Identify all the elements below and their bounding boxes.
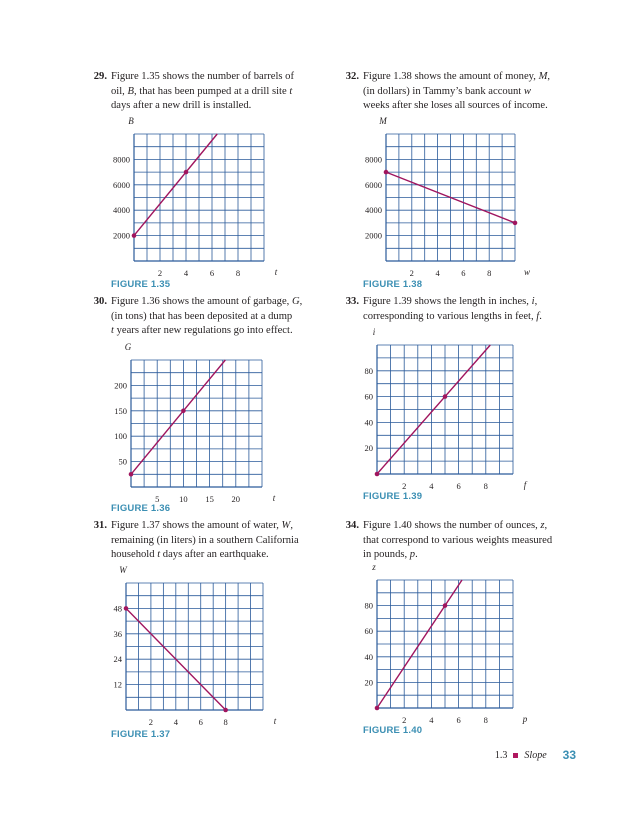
problem-number: 33. <box>345 296 359 307</box>
y-tick-label: 2000 <box>365 230 382 241</box>
data-point <box>375 706 380 711</box>
problem-number: 34. <box>345 520 359 531</box>
y-tick-label: 50 <box>118 456 127 467</box>
section-number: 1.3 <box>494 749 508 761</box>
x-tick-label: 8 <box>487 268 492 278</box>
x-tick-label: 4 <box>183 268 189 278</box>
problem-text-line: Figure 1.37 shows the amount of water, W, <box>111 520 294 531</box>
y-axis-label: M <box>379 116 387 126</box>
x-tick-label: 4 <box>435 268 440 278</box>
x-tick-label: 6 <box>209 268 215 278</box>
square-bullet-icon <box>513 753 518 758</box>
x-tick-label: 6 <box>461 268 466 278</box>
x-tick-label: 4 <box>429 481 434 491</box>
y-axis-label: z <box>372 562 376 572</box>
problem-text-line: (in dollars) in Tammy’s bank account w <box>363 85 531 97</box>
figure-caption: FIGURE 1.35 <box>111 279 171 290</box>
x-tick-label: 5 <box>155 494 160 504</box>
x-tick-label: 8 <box>483 715 488 725</box>
problem-text-line: that correspond to various weights measured <box>363 534 553 546</box>
problem-text-line: Figure 1.40 shows the number of ounces, z, <box>363 520 548 531</box>
grid <box>377 580 513 708</box>
y-tick-label: 4000 <box>113 205 130 216</box>
x-tick-label: 2 <box>402 481 407 491</box>
y-axis-label: i <box>372 327 376 337</box>
x-tick-label: 6 <box>456 715 461 725</box>
y-tick-label: 200 <box>114 380 127 391</box>
y-tick-label: 60 <box>364 391 373 402</box>
y-tick-label: 40 <box>364 417 373 428</box>
problem-text-line: Figure 1.38 shows the amount of money, M, <box>363 71 551 82</box>
problem-text-line: household t days after an earthquake. <box>111 549 269 561</box>
problem-text-line: weeks after she loses all sources of income. <box>363 100 548 112</box>
x-tick-label: 8 <box>223 717 228 727</box>
y-axis-label: B <box>128 116 134 126</box>
problem-number: 32. <box>345 71 359 82</box>
problem-text-line: Figure 1.35 shows the number of barrels of <box>111 71 295 82</box>
y-tick-label: 20 <box>364 443 373 454</box>
problem-text-line: in pounds, p. <box>363 549 418 561</box>
page-number: 33 <box>562 748 576 762</box>
x-axis-label: p <box>522 714 528 724</box>
y-axis-label: W <box>119 565 127 575</box>
y-tick-label: 8000 <box>365 154 382 165</box>
x-axis-label: t <box>272 493 276 503</box>
y-tick-label: 12 <box>113 679 122 690</box>
y-tick-label: 80 <box>364 600 373 611</box>
problem-number: 30. <box>93 296 107 307</box>
x-tick-label: 2 <box>157 268 163 278</box>
problem-text-line: oil, B, that has been pumped at a drill site t <box>111 85 293 97</box>
x-tick-label: 20 <box>231 494 241 504</box>
y-tick-label: 6000 <box>365 179 382 190</box>
y-tick-label: 150 <box>114 405 127 416</box>
x-axis-label: t <box>273 716 277 726</box>
section-title: Slope <box>524 749 547 761</box>
problem-text-line: (in tons) that has been deposited at a dump <box>111 310 293 322</box>
y-tick-label: 2000 <box>113 230 130 241</box>
problem-text-line: Figure 1.36 shows the amount of garbage, G, <box>111 296 303 307</box>
y-tick-label: 100 <box>114 431 127 442</box>
problem-text-line: remaining (in liters) in a southern California <box>111 534 299 546</box>
page-footer <box>495 748 576 762</box>
x-axis-label: w <box>523 267 531 277</box>
y-tick-label: 40 <box>364 651 373 662</box>
problem-text-line: Figure 1.39 shows the length in inches, i, <box>363 296 538 307</box>
x-tick-label: 15 <box>205 494 214 504</box>
y-tick-label: 36 <box>113 628 122 639</box>
problem-number: 29. <box>93 71 107 82</box>
x-axis-label: t <box>274 267 278 277</box>
figure-caption: FIGURE 1.37 <box>111 729 171 740</box>
y-tick-label: 6000 <box>113 179 130 190</box>
x-tick-label: 8 <box>235 268 241 278</box>
y-axis-label: G <box>124 342 132 352</box>
y-tick-label: 24 <box>113 654 122 665</box>
y-tick-label: 4000 <box>365 205 382 216</box>
figure-caption: FIGURE 1.38 <box>363 279 423 290</box>
figure-caption: FIGURE 1.39 <box>363 491 423 502</box>
y-tick-label: 48 <box>113 603 122 614</box>
x-tick-label: 2 <box>402 715 407 725</box>
x-tick-label: 6 <box>198 717 203 727</box>
x-tick-label: 8 <box>483 481 488 491</box>
data-point <box>443 603 448 608</box>
figure-caption: FIGURE 1.40 <box>363 725 423 736</box>
x-axis-label: f <box>523 480 527 490</box>
problem-text-line: days after a new drill is installed. <box>111 100 252 112</box>
y-tick-label: 20 <box>364 677 373 688</box>
x-tick-label: 2 <box>409 268 414 278</box>
problem-text-line: t years after new regulations go into effect. <box>111 325 293 337</box>
y-tick-label: 60 <box>364 626 373 637</box>
y-tick-label: 8000 <box>113 154 130 165</box>
x-tick-label: 6 <box>456 481 461 491</box>
x-tick-label: 2 <box>148 717 154 727</box>
figure-caption: FIGURE 1.36 <box>111 503 171 514</box>
problem-number: 31. <box>93 520 107 531</box>
x-tick-label: 4 <box>429 715 434 725</box>
x-tick-label: 4 <box>173 717 178 727</box>
y-tick-label: 80 <box>364 365 373 376</box>
x-tick-label: 10 <box>179 494 188 504</box>
problem-text-line: corresponding to various lengths in feet, f. <box>363 310 542 322</box>
